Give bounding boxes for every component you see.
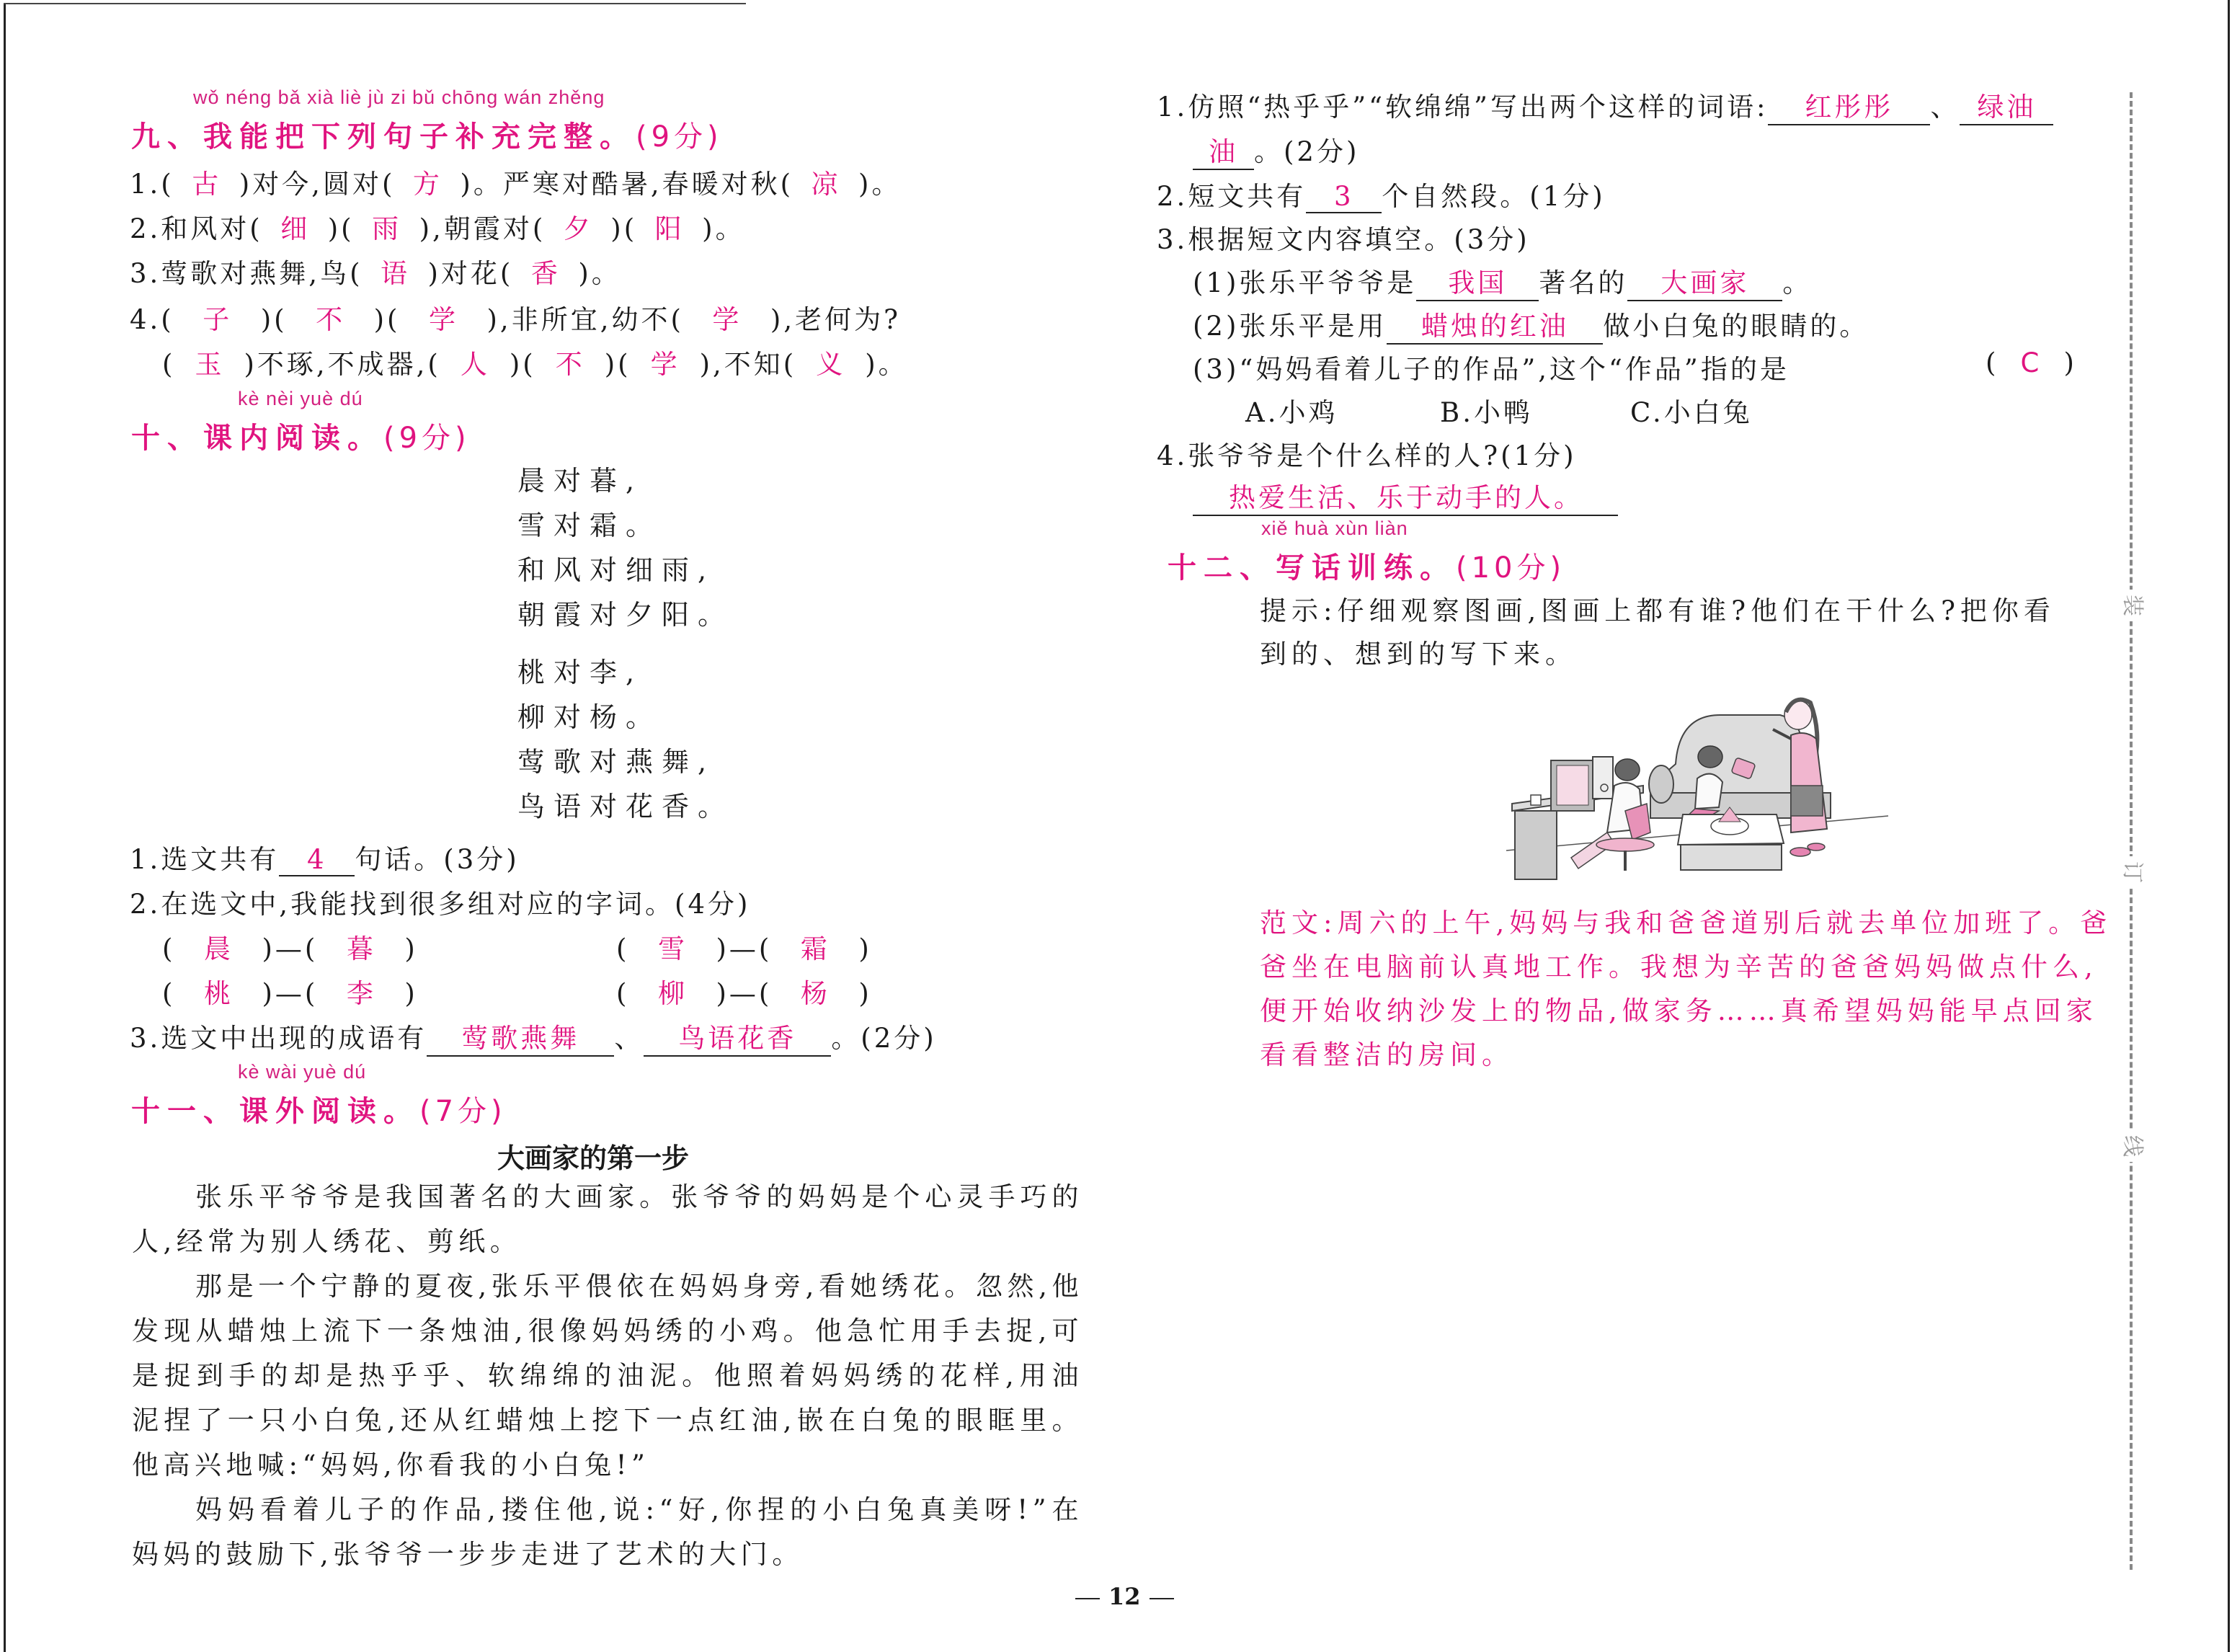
answer-idiom-1: 莺歌燕舞	[427, 1016, 614, 1057]
text: 2.和风对(	[130, 213, 263, 244]
text: 3.选文中出现的成语有	[130, 1023, 427, 1054]
text: )(	[260, 304, 288, 335]
answer-word-1: 红彤彤	[1768, 85, 1930, 125]
text: 1.仿照“热乎乎”“软绵绵”写出两个这样的词语:	[1157, 92, 1769, 123]
section11-heading	[131, 1088, 507, 1129]
answer-fang: 方	[412, 169, 443, 200]
text: 著名的	[1539, 267, 1628, 298]
section12-score: (10分)	[1456, 551, 1566, 585]
poem-line: 莺歌对燕舞,	[517, 746, 716, 778]
r-q3-choice	[1986, 347, 2077, 378]
answer-word-2b: 油	[1193, 130, 1254, 170]
text: )。	[578, 258, 621, 289]
story-paragraph-3: 妈妈看着儿子的作品,搂住他,说:“好,你捏的小白兔真美呀!”在妈妈的鼓励下,张爷爷一步步走进了艺术的大门。	[132, 1494, 1083, 1570]
text: ),非所宜,幼不(	[486, 304, 684, 335]
text: ),朝霞对(	[419, 213, 546, 244]
pair-answer: 杨	[800, 978, 830, 1009]
text: 个自然段。(1分)	[1382, 181, 1606, 212]
section9-heading	[131, 114, 723, 155]
text: (1)张乐平爷爷是	[1193, 267, 1417, 298]
text: (	[162, 349, 176, 380]
answer-zi: 子	[203, 304, 233, 335]
cut-label-ding: 订	[2116, 856, 2148, 888]
answer-xi: 细	[280, 213, 311, 244]
r-q3-sub1	[1193, 261, 1812, 301]
page-border-left	[4, 3, 6, 1652]
s9-item-2	[130, 207, 745, 246]
r-q3-sub3: (3)“妈妈看着儿子的作品”,这个“作品”指的是	[1193, 354, 1789, 385]
section12-pinyin: xiě huà xùn liàn	[1261, 518, 1408, 539]
text: 4.(	[130, 304, 174, 335]
text: 句话。(3分)	[355, 844, 520, 875]
answer-bu: 不	[316, 304, 346, 335]
text: 、	[1930, 92, 1960, 123]
option-a: A.小鸡	[1245, 397, 1338, 428]
page-number-value: 12	[1108, 1583, 1141, 1610]
answer-liang: 凉	[811, 169, 841, 200]
answer-bu2: 不	[555, 349, 585, 380]
model-essay: 范文:周六的上午,妈妈与我和爸爸道别后就去单位加班了。爸爸坐在电脑前认真地工作。我想为辛苦的爸爸妈妈做点什么,便开始收纳沙发上的物品,做家务……真希望妈妈能早点回家看看整洁的房间。	[1260, 907, 2112, 1070]
s10-q2: 2.在选文中,我能找到很多组对应的字词。(4分)	[130, 889, 751, 920]
section12-title: 十二、写话训练。	[1168, 551, 1456, 585]
section10-heading	[131, 415, 471, 456]
r-q2	[1157, 174, 1606, 213]
s9-item-4	[130, 298, 901, 337]
text: )(	[373, 304, 401, 335]
section11-score: (7分)	[419, 1095, 507, 1128]
answer-sentence-count: 4	[279, 844, 355, 876]
text: )(	[327, 213, 355, 244]
section10-title: 十、课内阅读。	[131, 422, 383, 455]
answer-xue3: 学	[650, 349, 680, 380]
poem-stanza-2	[517, 650, 734, 829]
text: )	[2063, 347, 2077, 378]
page-border-top	[4, 3, 746, 4]
poem-line: 朝霞对夕阳。	[517, 599, 734, 631]
answer-yi: 义	[816, 349, 846, 380]
page-number-dash-right	[1150, 1598, 1174, 1599]
text: )。严寒对酷暑,春暖对秋(	[460, 169, 794, 200]
story-paragraph-2: 那是一个宁静的夏夜,张乐平偎依在妈妈身旁,看她绣花。忽然,他发现从蜡烛上流下一条烛油,很像妈妈绣的小鸡。他急忙用手去捉,可是捉到手的却是热乎乎、软绵绵的油泥。他照着妈妈绣的花样,用油泥捏了一只小白兔,还从红蜡烛上挖下一点红油,嵌在白兔的眼眶里。他高兴地喊:“妈妈,你看我的小白兔!”	[132, 1271, 1083, 1480]
answer-gu: 古	[192, 169, 222, 200]
text: 。	[1782, 267, 1813, 298]
writing-hint-line-2: 到的、想到的写下来。	[1260, 639, 1577, 670]
pair-row-2: ( 桃 )—( 李 )	[162, 972, 418, 1011]
text: (2)张乐平是用	[1193, 311, 1387, 342]
answer-choice: C	[2020, 347, 2042, 378]
s10-q1	[130, 838, 520, 876]
answer-paragraph-count: 3	[1306, 181, 1382, 213]
story-title: 大画家的第一步	[497, 1142, 690, 1174]
text: 。(2分)	[1254, 136, 1360, 167]
section10-pinyin: kè nèi yuè dú	[238, 388, 363, 409]
r-q3: 3.根据短文内容填空。(3分)	[1157, 224, 1530, 255]
text: )。	[702, 213, 745, 244]
story-paragraph-1: 张乐平爷爷是我国著名的大画家。张爷爷的妈妈是个心灵手巧的人,经常为别人绣花、剪纸。	[132, 1181, 1083, 1257]
answer-xiang: 香	[530, 258, 561, 289]
text: )。	[858, 169, 902, 200]
text: 做小白兔的眼睛的。	[1603, 311, 1869, 342]
binding-cut-line	[2130, 92, 2133, 1570]
text: ),不知(	[699, 349, 797, 380]
s9-item-3	[130, 252, 621, 290]
r-q4-answer	[1193, 476, 1618, 516]
section9-title: 九、我能把下列句子补充完整。	[131, 120, 636, 154]
s9-item-4b	[162, 342, 908, 381]
s10-q3	[130, 1016, 937, 1057]
text: )(	[610, 213, 638, 244]
poem-line: 和风对细雨,	[517, 554, 716, 586]
answer-candle-oil: 蜡烛的红油	[1387, 304, 1603, 345]
section9-score: (9分)	[636, 120, 723, 154]
answer-xue: 学	[429, 304, 458, 335]
poem-line: 雪对霜。	[517, 510, 662, 541]
writing-hint-line-1: 提示:仔细观察图画,图画上都有谁?他们在干什么?把你看	[1260, 595, 2055, 626]
answer-yu3: 玉	[195, 349, 225, 380]
answer-country: 我国	[1416, 261, 1539, 301]
pair-answer: 柳	[657, 978, 688, 1009]
answer-character: 热爱生活、乐于动手的人。	[1193, 476, 1618, 516]
r-q3-sub2	[1193, 304, 1869, 345]
answer-yu2: 语	[381, 258, 410, 289]
r-q1	[1157, 85, 2053, 125]
text: )对今,圆对(	[239, 169, 396, 200]
text: )(	[604, 349, 631, 380]
page-border-right	[2228, 0, 2230, 1652]
answer-xue2: 学	[712, 304, 742, 335]
page-number-dash-left	[1075, 1598, 1100, 1599]
section12-heading	[1168, 545, 1565, 586]
text: )(	[509, 349, 536, 380]
text: (	[1986, 347, 1999, 378]
poem-line: 桃对李,	[517, 657, 644, 688]
pair-row-1b: ( 雪 )—( 霜 )	[616, 927, 872, 966]
r-q1-cont	[1193, 130, 1359, 170]
pair-row-1: ( 晨 )—( 暮 )	[162, 927, 418, 966]
text: 。(2分)	[831, 1023, 937, 1054]
poem-stanza-1	[517, 458, 734, 637]
answer-painter: 大画家	[1627, 261, 1782, 301]
section9-pinyin: wǒ néng bǎ xià liè jù zi bǔ chōng wán zhěng	[193, 86, 605, 108]
text: )不琢,不成器,(	[244, 349, 441, 380]
text: 1.(	[130, 169, 174, 200]
pair-answer: 李	[346, 978, 376, 1009]
pair-answer: 晨	[203, 933, 234, 964]
answer-yu: 雨	[372, 213, 402, 244]
poem-line: 晨对暮,	[517, 465, 644, 497]
pair-answer: 雪	[657, 933, 688, 964]
section10-score: (9分)	[383, 422, 471, 455]
answer-word-2a: 绿油	[1960, 85, 2053, 125]
option-c: C.小白兔	[1630, 397, 1753, 428]
section11-pinyin: kè wài yuè dú	[238, 1061, 367, 1083]
living-room-illustration	[1499, 685, 1895, 887]
pair-answer: 桃	[203, 978, 234, 1009]
text: )。	[865, 349, 908, 380]
text: 、	[614, 1023, 644, 1054]
answer-ren: 人	[460, 349, 490, 380]
r-q4: 4.张爷爷是个什么样的人?(1分)	[1157, 440, 1577, 471]
poem-line: 柳对杨。	[517, 701, 662, 733]
pair-answer: 暮	[346, 933, 376, 964]
pair-row-2b: ( 柳 )—( 杨 )	[616, 972, 872, 1011]
section11-title: 十一、课外阅读。	[131, 1095, 419, 1128]
answer-idiom-2: 鸟语花香	[644, 1016, 831, 1057]
poem-line: 鸟语对花香。	[517, 791, 734, 822]
cut-label-zhuang: 装	[2116, 590, 2148, 621]
text: ),老何为?	[770, 304, 901, 335]
answer-xi2: 夕	[563, 213, 593, 244]
pair-answer: 霜	[800, 933, 830, 964]
text: 2.短文共有	[1157, 181, 1307, 212]
text: )对花(	[427, 258, 514, 289]
s9-item-1	[130, 162, 901, 201]
cut-label-xian: 线	[2116, 1130, 2148, 1162]
page-number	[1067, 1583, 1183, 1610]
option-b: B.小鸭	[1440, 397, 1533, 428]
text: 1.选文共有	[130, 844, 280, 875]
answer-yang: 阳	[654, 213, 685, 244]
text: 3.莺歌对燕舞,鸟(	[130, 258, 363, 289]
